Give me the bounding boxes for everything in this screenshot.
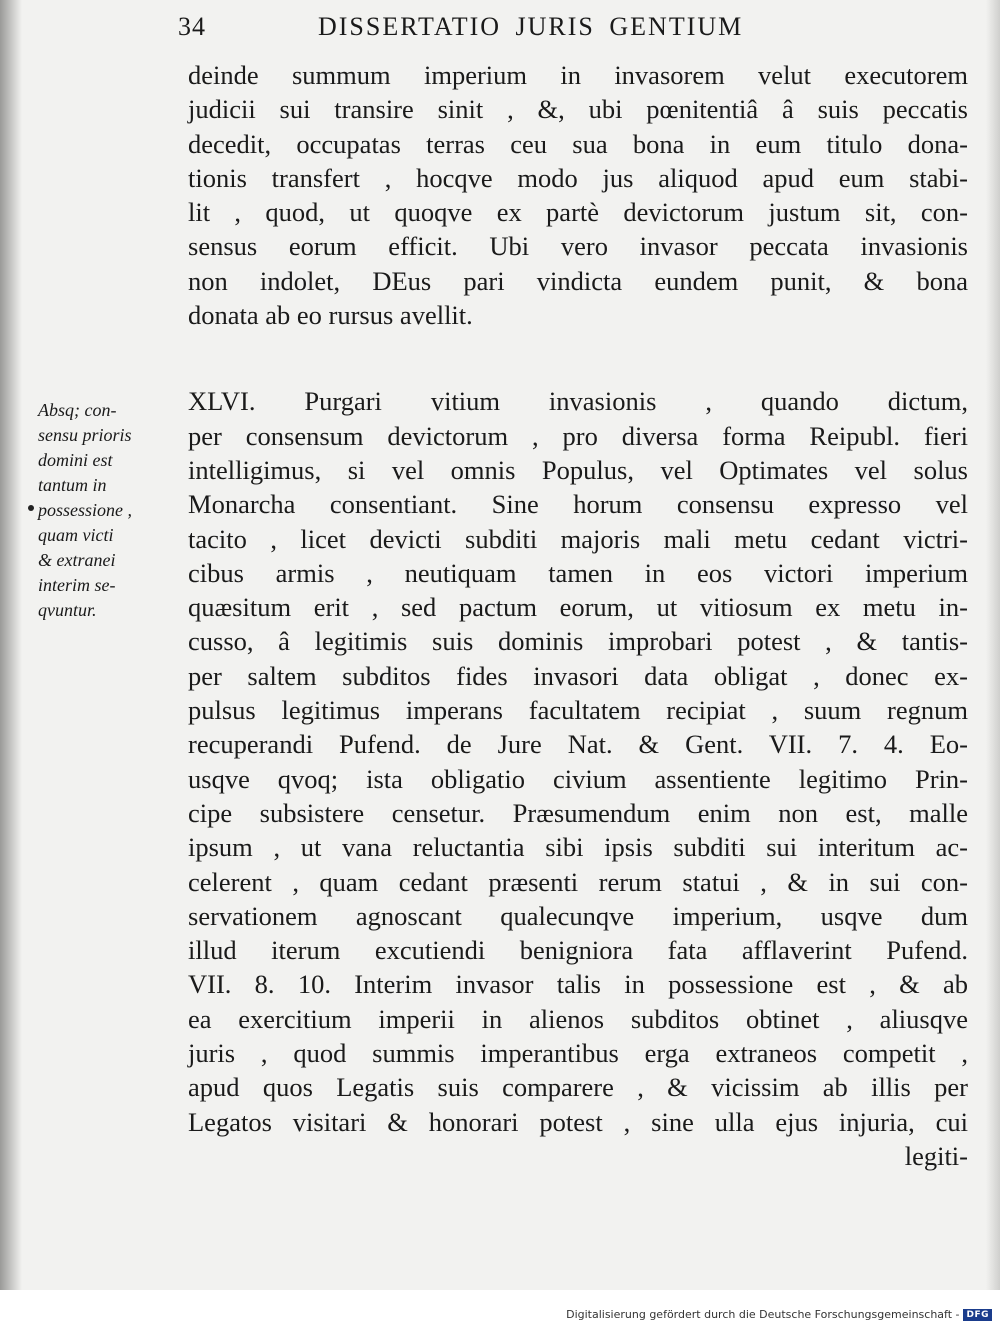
digitization-credit: [566, 1308, 992, 1321]
margin-note-line: domini est: [38, 450, 113, 470]
binding-gutter: [0, 0, 22, 1324]
text-line: cipe subsistere censetur. Præsumendum enim non est, malle: [188, 797, 968, 828]
text-line: apud quos Legatis suis comparere , & vicissim ab illis per: [188, 1072, 968, 1103]
text-line: usqve qvoq; ista obligatio civium assentiente legitimo Prin-: [188, 763, 968, 794]
credit-text: Digitalisierung gefördert durch die Deutsche Forschungsgemeinschaft -: [566, 1308, 960, 1321]
footer-bar: [0, 1290, 1000, 1324]
margin-note-line: & extranei: [38, 550, 116, 570]
text-line: cusso, â legitimis suis dominis improbari potest , & tantis-: [188, 626, 968, 657]
text-line: Monarcha consentiant. Sine horum consensu expresso vel: [188, 489, 968, 520]
text-line: decedit, occupatas terras ceu sua bona in eum titulo dona-: [188, 128, 968, 159]
margin-note-line: tantum in: [38, 475, 107, 495]
text-line: cibus armis , neutiquam tamen in eos victori imperium: [188, 557, 968, 588]
text-line: intelligimus, si vel omnis Populus, vel Optimates vel solus: [188, 454, 968, 485]
paragraph-gap: [188, 332, 968, 384]
text-line: tionis transfert , hocqve modo jus aliquod apud eum stabi-: [188, 162, 968, 193]
text-line: pulsus legitimus imperans facultatem recipiat , suum regnum: [188, 695, 968, 726]
text-line: judicii sui transire sinit , &, ubi pœnitentiâ â suis peccatis: [188, 94, 968, 125]
text-line: servationem agnoscant qualecunqve imperium, usqve dum: [188, 900, 968, 931]
margin-note-line: interim se-: [38, 575, 116, 595]
margin-note-line: qvuntur.: [38, 600, 97, 620]
text-line: ea exercitium imperii in alienos subditos obtinet , aliusqve: [188, 1003, 968, 1034]
text-line: quæsitum erit , sed pactum eorum, ut vitiosum ex metu in-: [188, 592, 968, 623]
text-line: illud iterum excutiendi benigniora fata afflaverint Pufend.: [188, 935, 968, 966]
text-line: Legatos visitari & honorari potest , sine ulla ejus injuria, cui: [188, 1106, 968, 1137]
text-line: donata ab eo rursus avellit.: [188, 300, 473, 331]
margin-note-line: Absq; con-: [38, 400, 117, 420]
main-text: [188, 58, 968, 1173]
text-line: XLVI. Purgari vitium invasionis , quando dictum,: [188, 386, 968, 417]
text-line: ipsum , ut vana reluctantia sibi ipsis subditi sui interitum ac-: [188, 832, 968, 863]
text-line: juris , quod summis imperantibus erga extraneos competit ,: [188, 1038, 968, 1069]
page-edge: [986, 0, 1000, 1324]
paragraph-1: [188, 58, 968, 332]
page-header: [178, 8, 988, 48]
text-line: sensus eorum efficit. Ubi vero invasor peccata invasionis: [188, 231, 968, 262]
margin-note-line: quam victi: [38, 525, 114, 545]
catchword: legiti-: [904, 1140, 968, 1171]
margin-note-line: possessione ,: [38, 500, 132, 520]
ink-dot: [28, 505, 34, 511]
text-line: per saltem subditos fides invasori data obligat , donec ex-: [188, 660, 968, 691]
running-title: DISSERTATIO JURIS GENTIUM: [318, 12, 744, 41]
dfg-logo: DFG: [963, 1309, 992, 1321]
page-number: 34: [178, 12, 206, 41]
text-line: VII. 8. 10. Interim invasor talis in possessione est , & ab: [188, 969, 968, 1000]
text-line: celerent , quam cedant præsenti rerum statui , & in sui con-: [188, 866, 968, 897]
text-line: tacito , licet devicti subditi majoris mali metu cedant victri-: [188, 523, 968, 554]
text-line: per consensum devictorum , pro diversa forma Reipubl. fieri: [188, 420, 968, 451]
paragraph-2: [188, 384, 968, 1139]
margin-note: [38, 398, 178, 623]
text-line: lit , quod, ut quoqve ex partè devictorum justum sit, con-: [188, 197, 968, 228]
text-line: recuperandi Pufend. de Jure Nat. & Gent. VII. 7. 4. Eo-: [188, 729, 968, 760]
text-line: non indolet, DEus pari vindicta eundem punit, & bona: [188, 265, 968, 296]
margin-note-line: sensu prioris: [38, 425, 132, 445]
text-line: deinde summum imperium in invasorem velut executorem: [188, 60, 968, 90]
